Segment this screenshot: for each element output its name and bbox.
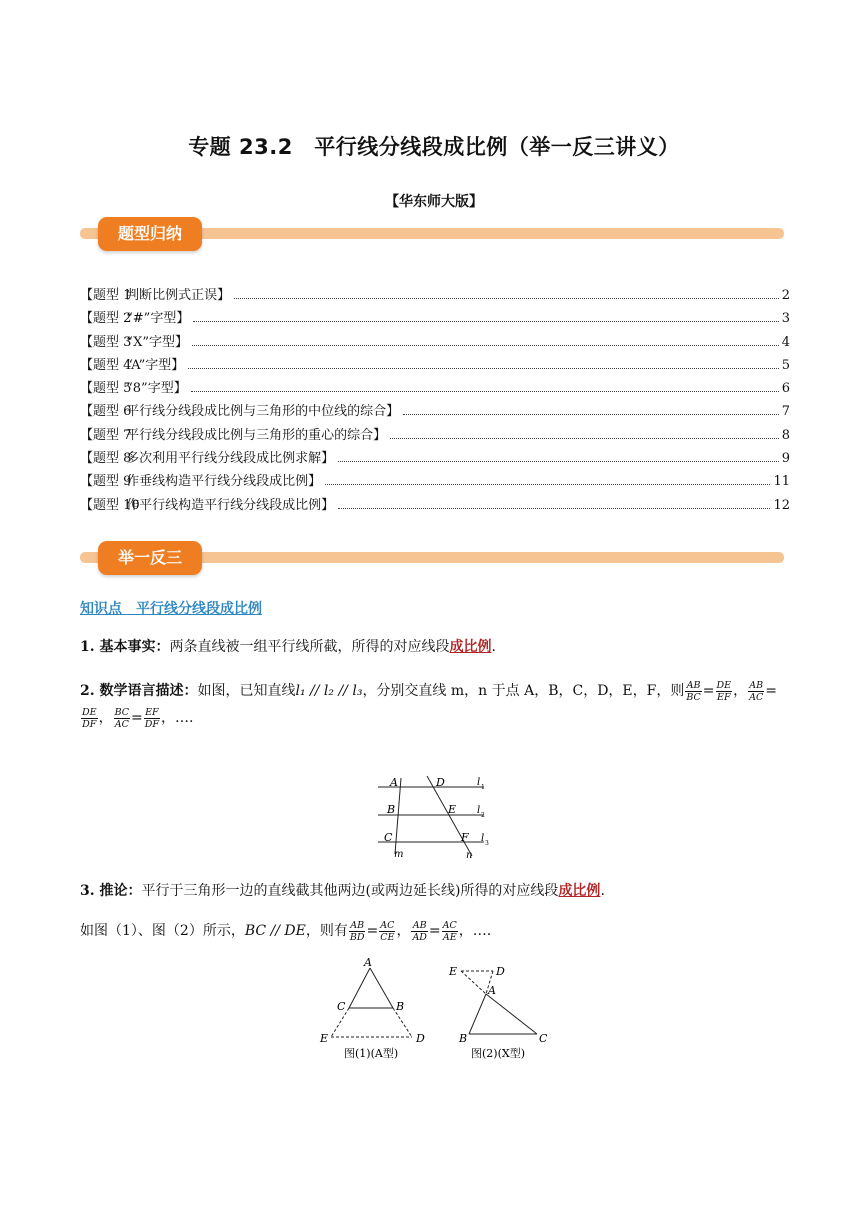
fraction: $\frac{AB}{AC}$ xyxy=(749,679,764,703)
page-title: 专题 23.2 平行线分线段成比例（举一反三讲义） xyxy=(188,135,680,159)
paragraph-text: ，分别交直线 m，n 于点 A，B，C，D，E，F，则 xyxy=(362,683,685,699)
toc-leader-dots xyxy=(403,414,779,415)
toc-leader-dots xyxy=(188,368,778,369)
fraction: $\frac{AB}{BD}$ xyxy=(349,919,365,943)
point-label-e: E xyxy=(320,1032,329,1045)
parallel-expr: BC // DE xyxy=(244,923,306,939)
point-label-d: D xyxy=(496,965,505,978)
toc-type-number: 【题型 5 xyxy=(80,381,132,397)
toc-type-title: 平行线分线段成比例与三角形的中位线的综合】 xyxy=(126,404,400,420)
paragraph-text: 两条直线被一组平行线所截，所得的对应线段 xyxy=(169,639,450,655)
toc-leader-dots xyxy=(338,508,770,509)
toc-row[interactable] xyxy=(80,424,790,447)
point-label-b: B xyxy=(459,1032,468,1045)
paragraph-end: . xyxy=(600,883,605,899)
toc-label xyxy=(80,354,184,373)
toc-row[interactable] xyxy=(80,494,790,517)
line-label-n: n xyxy=(466,850,473,861)
point-label-a: A xyxy=(488,984,496,997)
parallel-lines-figure xyxy=(370,770,500,862)
toc-type-title: 判断比例式正误】 xyxy=(126,288,231,303)
toc-label xyxy=(80,307,189,326)
point-label-d: D xyxy=(436,776,445,789)
point-label-a: A xyxy=(390,776,398,789)
parallel-lines-expr: l₁ // l₂ // l₃ xyxy=(295,683,363,699)
fraction: $\frac{BC}{AC}$ xyxy=(114,706,129,730)
toc-row[interactable] xyxy=(80,447,790,470)
fraction: $\frac{DE}{EF}$ xyxy=(716,679,732,703)
fraction: $\frac{AB}{AD}$ xyxy=(412,919,427,943)
toc-type-title: “X”字型】 xyxy=(126,334,189,350)
paragraph-text: 如图（1）、图（2）所示， xyxy=(80,923,245,939)
toc-leader-dots xyxy=(234,298,779,299)
point-label-a: A xyxy=(364,956,372,969)
paragraph-text: 如图，已知直线 xyxy=(197,683,296,699)
toc-type-title: “#”字型】 xyxy=(126,311,190,327)
line-label-l3-sub: 3 xyxy=(485,840,489,847)
toc-page-number: 12 xyxy=(773,497,790,513)
toc-page-number: 7 xyxy=(781,404,790,420)
toc-type-title: 平行线分线段成比例与三角形的重心的综合】 xyxy=(126,427,387,443)
point-label-e: E xyxy=(448,803,457,816)
toc-leader-dots xyxy=(192,345,779,346)
toc-type-number: 【题型 4 xyxy=(80,357,132,373)
fraction: $\frac{AC}{AE}$ xyxy=(442,919,457,943)
toc-label xyxy=(80,424,386,443)
toc-label xyxy=(80,284,230,303)
section-header-types: 题型归纳 xyxy=(98,217,202,251)
point-label-b: B xyxy=(396,1000,405,1013)
toc-label xyxy=(80,377,187,396)
toc-label xyxy=(80,494,334,513)
toc-row[interactable] xyxy=(80,377,790,400)
x-type-triangle-figure xyxy=(445,958,557,1066)
toc-label xyxy=(80,400,399,419)
toc-row[interactable] xyxy=(80,307,790,330)
toc-type-number: 【题型 9 xyxy=(80,474,132,490)
toc-label xyxy=(80,331,188,350)
point-label-f: F xyxy=(461,831,469,844)
toc-row[interactable] xyxy=(80,354,790,377)
toc-type-number: 【题型 8 xyxy=(80,451,132,467)
section-header-practice: 举一反三 xyxy=(98,541,202,575)
line-label-m: m xyxy=(394,849,404,860)
toc-page-number: 11 xyxy=(773,474,790,490)
toc-page-number: 3 xyxy=(781,311,790,327)
a-type-triangle-figure xyxy=(318,956,430,1066)
toc-label xyxy=(80,470,321,489)
toc-row[interactable] xyxy=(80,400,790,423)
edition-subtitle: 【华东师大版】 xyxy=(385,194,483,210)
point-label-b: B xyxy=(387,803,396,816)
fraction: $\frac{AC}{CE}$ xyxy=(380,919,395,943)
paragraph-math-description: 2. 数学语言描述：如图，已知直线l₁ // l₂ // l₃，分别交直线 m，n 于点 A，B，C，D，E，F，则 $\frac{AB}{BC}$ = $\frac{DE}{EF}$ ， $\frac{AB}{AC}$ = $\frac{DE}{DF}$ ， $\frac{BC}{AC}$ = $\frac{EF}{DF}$ ，…. xyxy=(80,679,777,730)
line-label-l1-sub: 1 xyxy=(481,784,485,791)
point-label-c: C xyxy=(384,831,393,844)
highlight-term: 成比例 xyxy=(558,883,601,899)
toc-type-number: 【题型 3 xyxy=(80,334,132,350)
toc-leader-dots xyxy=(191,391,779,392)
toc-type-title: “8”字型】 xyxy=(126,381,187,397)
toc-page-number: 9 xyxy=(781,451,790,467)
point-label-e: E xyxy=(449,965,458,978)
toc-row[interactable] xyxy=(80,284,790,307)
toc-type-number: 【题型 7 xyxy=(80,427,132,443)
line-label-l2: l xyxy=(477,805,481,816)
toc-type-title: 作平行线构造平行线分线段成比例】 xyxy=(126,497,335,513)
toc-leader-dots xyxy=(390,438,779,439)
figure-caption: 图(1)(A型) xyxy=(344,1047,399,1060)
toc-type-number: 【题型 6 xyxy=(80,404,132,420)
point-label-c: C xyxy=(539,1032,548,1045)
line-label-l1: l xyxy=(477,777,481,788)
point-label-d: D xyxy=(416,1032,425,1045)
toc-type-title: 多次利用平行线分线段成比例求解】 xyxy=(126,451,335,467)
paragraph-end: . xyxy=(491,639,496,655)
toc-type-title: “A”字型】 xyxy=(126,357,185,373)
toc-type-title: 作垂线构造平行线分线段成比例】 xyxy=(126,474,322,490)
toc-row[interactable] xyxy=(80,470,790,493)
knowledge-point-heading: 知识点 平行线分线段成比例 xyxy=(80,601,262,617)
highlight-term: 成比例 xyxy=(449,639,492,655)
toc-type-number: 【题型 1 xyxy=(80,288,132,303)
paragraph-text: 平行于三角形一边的直线截其他两边(或两边延长线)所得的对应线段 xyxy=(141,883,559,899)
paragraph-figure-ratios: 如图（1）、图（2）所示，BC // DE，则有 $\frac{AB}{BD}$ = $\frac{AC}{CE}$ ， $\frac{AB}{AD}$ = $\frac{AC}{AE}$ ，…. xyxy=(80,919,492,943)
fraction: $\frac{AB}{BC}$ xyxy=(686,679,701,703)
toc-page-number: 2 xyxy=(781,288,790,303)
point-label-c: C xyxy=(337,1000,346,1013)
line-label-l2-sub: 2 xyxy=(481,812,485,819)
fraction: $\frac{EF}{DF}$ xyxy=(144,706,159,730)
toc-leader-dots xyxy=(338,461,779,462)
paragraph-corollary xyxy=(80,881,790,901)
toc-page-number: 6 xyxy=(781,381,790,397)
toc-leader-dots xyxy=(325,484,770,485)
toc-row[interactable] xyxy=(80,331,790,354)
paragraph-lead: 3. 推论： xyxy=(80,883,142,899)
table-of-contents xyxy=(80,284,790,517)
fraction: $\frac{DE}{DF}$ xyxy=(82,706,97,730)
line-label-l3: l xyxy=(481,833,485,844)
toc-label xyxy=(80,447,334,466)
toc-page-number: 8 xyxy=(781,427,790,443)
paragraph-lead: 2. 数学语言描述： xyxy=(80,683,198,699)
paragraph-basic-fact xyxy=(80,637,790,657)
toc-page-number: 4 xyxy=(781,334,790,350)
toc-page-number: 5 xyxy=(781,357,790,373)
toc-leader-dots xyxy=(193,321,778,322)
paragraph-text: ，则有 xyxy=(305,923,348,939)
toc-type-number: 【题型 10 xyxy=(80,497,140,513)
toc-type-number: 【题型 2 xyxy=(80,311,132,327)
paragraph-lead: 1. 基本事实： xyxy=(80,639,170,655)
figure-caption: 图(2)(X型) xyxy=(471,1047,525,1060)
